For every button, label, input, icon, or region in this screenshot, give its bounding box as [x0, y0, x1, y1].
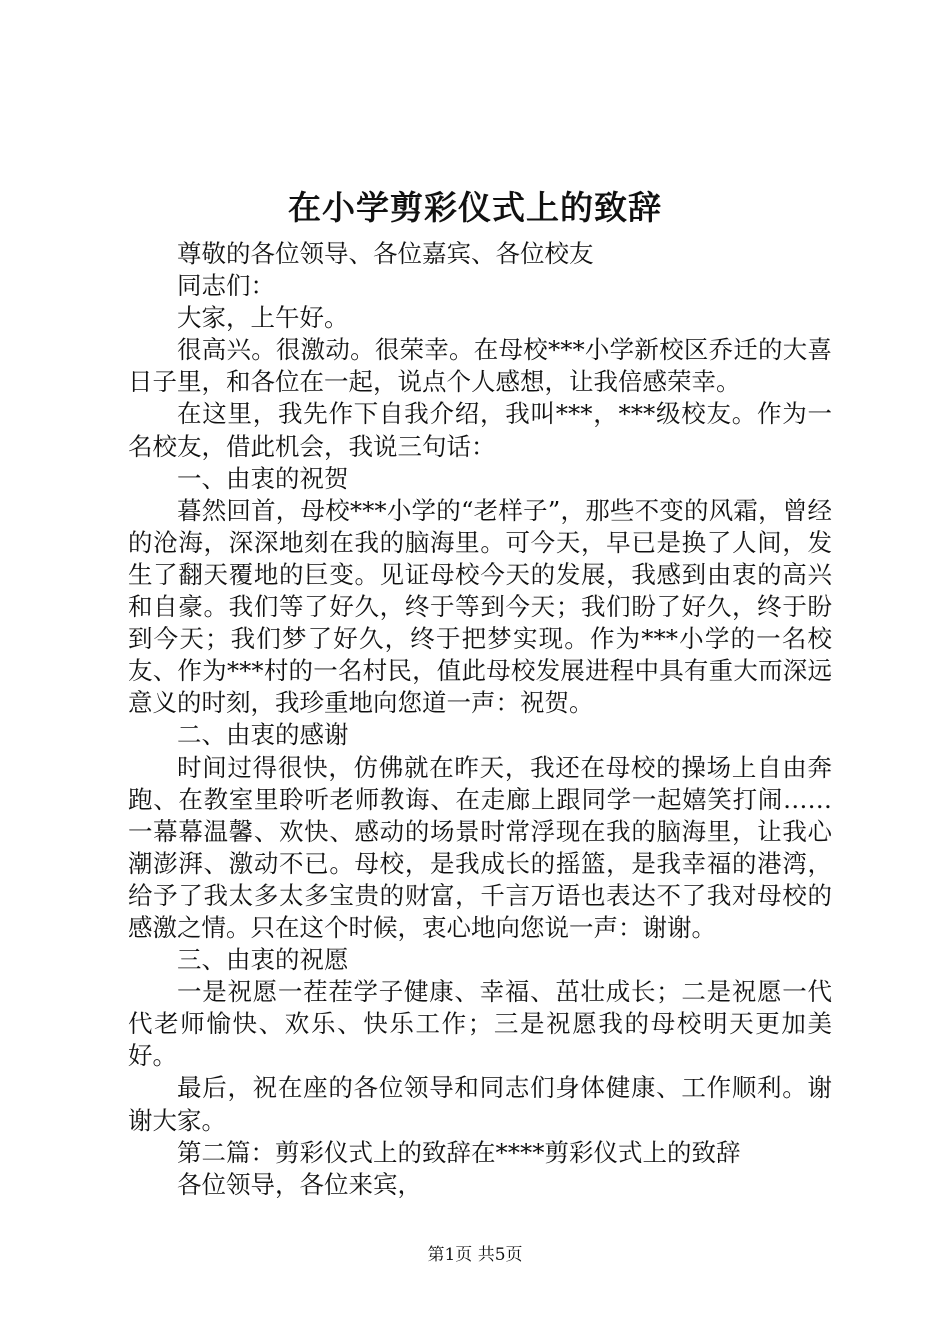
paragraph-congratulations: 暮然回首，母校***小学的“老样子”，那些不变的风霜，曾经的沧海，深深地刻在我的脑海里。可今天，早已是换了人间，发生了翻天覆地的巨变。见证母校今天的发展，我感到由衷的高兴和自豪。我们等了好久，终于等到今天；我们盼了好久，终于盼到今天；我们梦了好久，终于把梦实现。作为***小学的一名校友、作为***村的一名村民，值此母校发展进程中具有重大而深远意义的时刻，我珍重地向您道一声：祝贺。 [128, 495, 832, 718]
section-heading-congratulations: 一、由衷的祝贺 [177, 463, 349, 493]
section-heading-thanks: 二、由衷的感谢 [177, 720, 349, 750]
page-number-footer: 第1页 共5页 [427, 1245, 523, 1265]
paragraph-opening: 很高兴。很激动。很荣幸。在母校***小学新校区乔迁的大喜日子里，和各位在一起，说点个人感想，让我倍感荣幸。 [128, 335, 832, 397]
paragraph-introduction: 在这里，我先作下自我介绍，我叫***，***级校友。作为一名校友，借此机会，我说三句话： [128, 399, 832, 461]
paragraph-greeting: 大家，上午好。 [177, 303, 349, 333]
paragraph-thanks: 时间过得很快，仿佛就在昨天，我还在母校的操场上自由奔跑、在教室里聆听老师教诲、在走廊上跟同学一起嬉笑打闹……一幕幕温馨、欢快、感动的场景时常浮现在我的脑海里，让我心潮澎湃、激动不已。母校，是我成长的摇篮，是我幸福的港湾，给予了我太多太多宝贵的财富，千言万语也表达不了我对母校的感激之情。只在这个时候，衷心地向您说一声：谢谢。 [128, 752, 832, 942]
section-heading-wishes: 三、由衷的祝愿 [177, 945, 349, 975]
paragraph-second-article-title: 第二篇：剪彩仪式上的致辞在****剪彩仪式上的致辞 [177, 1137, 741, 1167]
document-body [128, 238, 832, 1201]
paragraph-salutation: 尊敬的各位领导、各位嘉宾、各位校友 [177, 239, 594, 268]
document-title: 在小学剪彩仪式上的致辞 [288, 188, 662, 227]
paragraph-comrades: 同志们： [177, 271, 275, 301]
paragraph-second-article-salutation: 各位领导，各位来宾， [177, 1169, 422, 1199]
paragraph-wishes: 一是祝愿一茬茬学子健康、幸福、茁壮成长；二是祝愿一代代老师愉快、欢乐、快乐工作；三是祝愿我的母校明天更加美好。 [128, 977, 832, 1071]
paragraph-closing: 最后，祝在座的各位领导和同志们身体健康、工作顺利。谢谢大家。 [128, 1073, 832, 1135]
